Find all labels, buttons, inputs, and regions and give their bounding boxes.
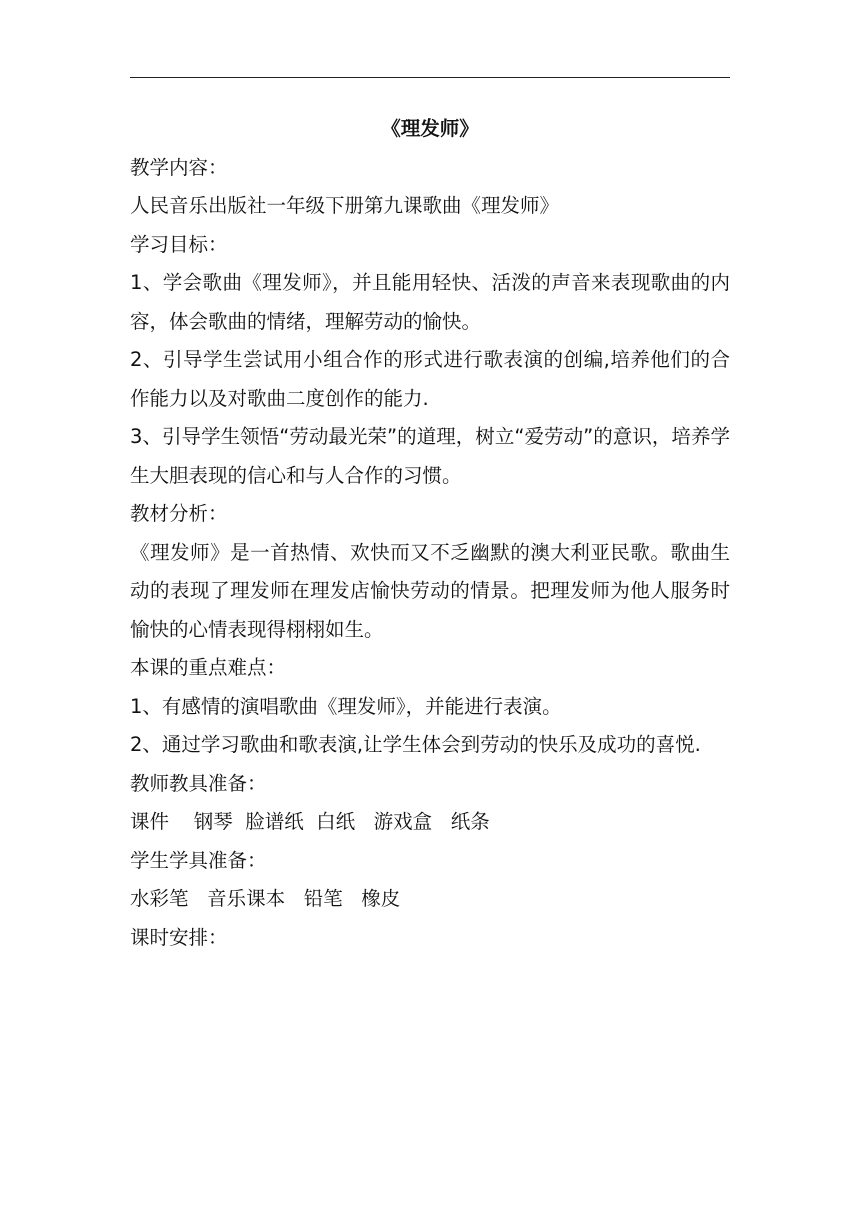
teaching-content-text: 人民音乐出版社一年级下册第九课歌曲《理发师》 [130, 194, 560, 217]
document-body [130, 110, 730, 957]
key-point-1: 1、有感情的演唱歌曲《理发师》，并能进行表演。 [130, 694, 562, 718]
key-point-2: 2、通过学习歌曲和歌表演,让学生体会到劳动的快乐及成功的喜悦. [130, 733, 701, 756]
learning-goal-1: 1、学会歌曲《理发师》，并且能用轻快、活泼的声音来表现歌曲的内容，体会歌曲的情绪，理解劳动的愉快。 [130, 271, 730, 333]
section-heading-schedule: 课时安排： [130, 925, 228, 949]
section-heading-key-points: 本课的重点难点： [130, 656, 287, 679]
section-heading-learning-goals: 学习目标： [130, 232, 228, 256]
document-title: 《理发师》 [381, 117, 479, 140]
header-rule [130, 77, 730, 78]
learning-goal-3: 3、引导学生领悟“劳动最光荣”的道理，树立“爱劳动”的意识，培养学生大胆表现的信心和与人合作的习惯。 [130, 425, 730, 487]
learning-goal-2: 2、引导学生尝试用小组合作的形式进行歌表演的创编,培养他们的合作能力以及对歌曲二度创作的能力. [130, 348, 730, 410]
section-heading-teaching-content: 教学内容： [130, 155, 228, 179]
teacher-materials-list: 课件 钢琴 脸谱纸 白纸 游戏盒 纸条 [130, 810, 490, 833]
student-materials-list: 水彩笔 音乐课本 铅笔 橡皮 [130, 887, 401, 910]
section-heading-student-materials: 学生学具准备： [130, 848, 267, 872]
section-heading-teacher-materials: 教师教具准备： [130, 771, 267, 795]
section-heading-material-analysis: 教材分析： [130, 502, 228, 525]
material-analysis-text: 《理发师》是一首热情、欢快而又不乏幽默的澳大利亚民歌。歌曲生动的表现了理发师在理发店愉快劳动的情景。把理发师为他人服务时愉快的心情表现得栩栩如生。 [130, 540, 730, 641]
